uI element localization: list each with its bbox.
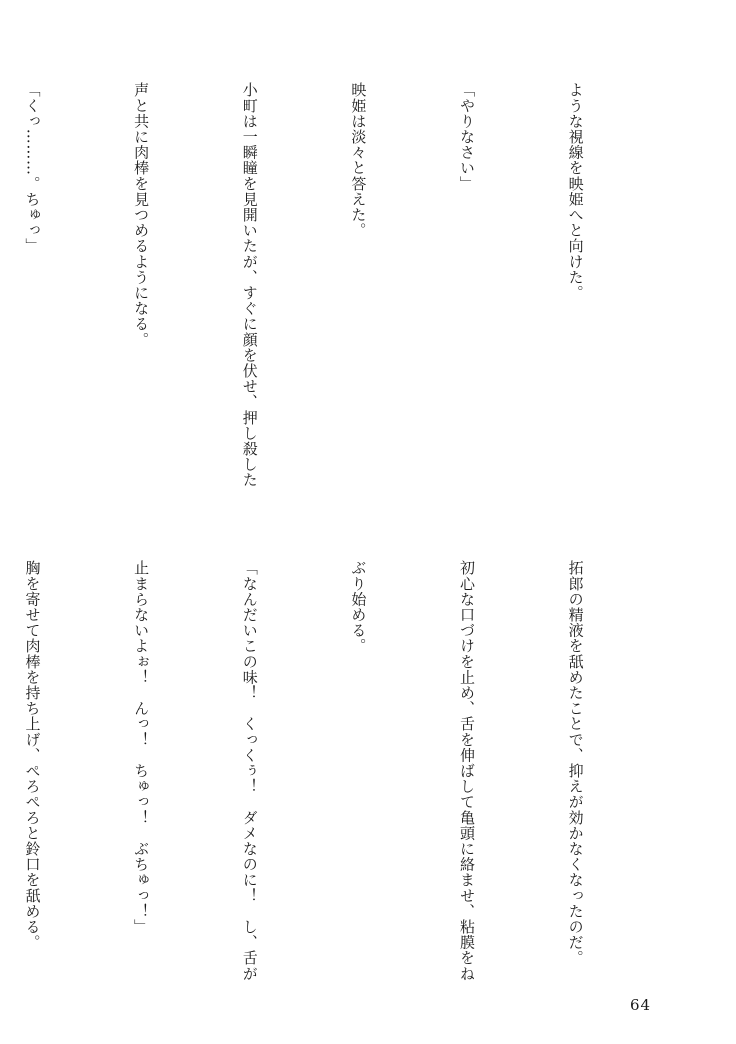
- text-line: 小町は一瞬瞳を見開いたが、すぐに顔を伏せ、押し殺した: [240, 82, 259, 488]
- lower-text-block: [23, 560, 666, 982]
- text-line: 初心な口づけを止め、舌を伸ばして亀頭に絡ませ、粘膜をね: [457, 560, 476, 982]
- page-number: 64: [630, 996, 652, 1014]
- text-line: 声と共に肉棒を見つめるようになる。: [132, 82, 151, 348]
- text-line: 「やりなさい」: [457, 82, 476, 192]
- text-line: 「くっ………。ちゅっ」: [23, 82, 42, 254]
- text-line: ような視線を映姫へと向けた。: [566, 82, 585, 301]
- upper-text-block: [23, 82, 666, 522]
- text-line: 胸を寄せて肉棒を持ち上げ、ぺろぺろと鈴口を舐める。: [23, 560, 42, 950]
- text-line: 映姫は淡々と答えた。: [349, 82, 368, 238]
- text-line: 「なんだいこの味！ くっくぅ！ ダメなのに！ し、舌が: [240, 560, 259, 982]
- text-line: 止まらないよぉ！ んっ！ ちゅっ！ ぶちゅっ！」: [132, 560, 151, 935]
- text-line: 拓郎の精液を舐めたことで、抑えが効かなくなったのだ。: [566, 560, 585, 966]
- text-line: ぶり始める。: [349, 560, 368, 654]
